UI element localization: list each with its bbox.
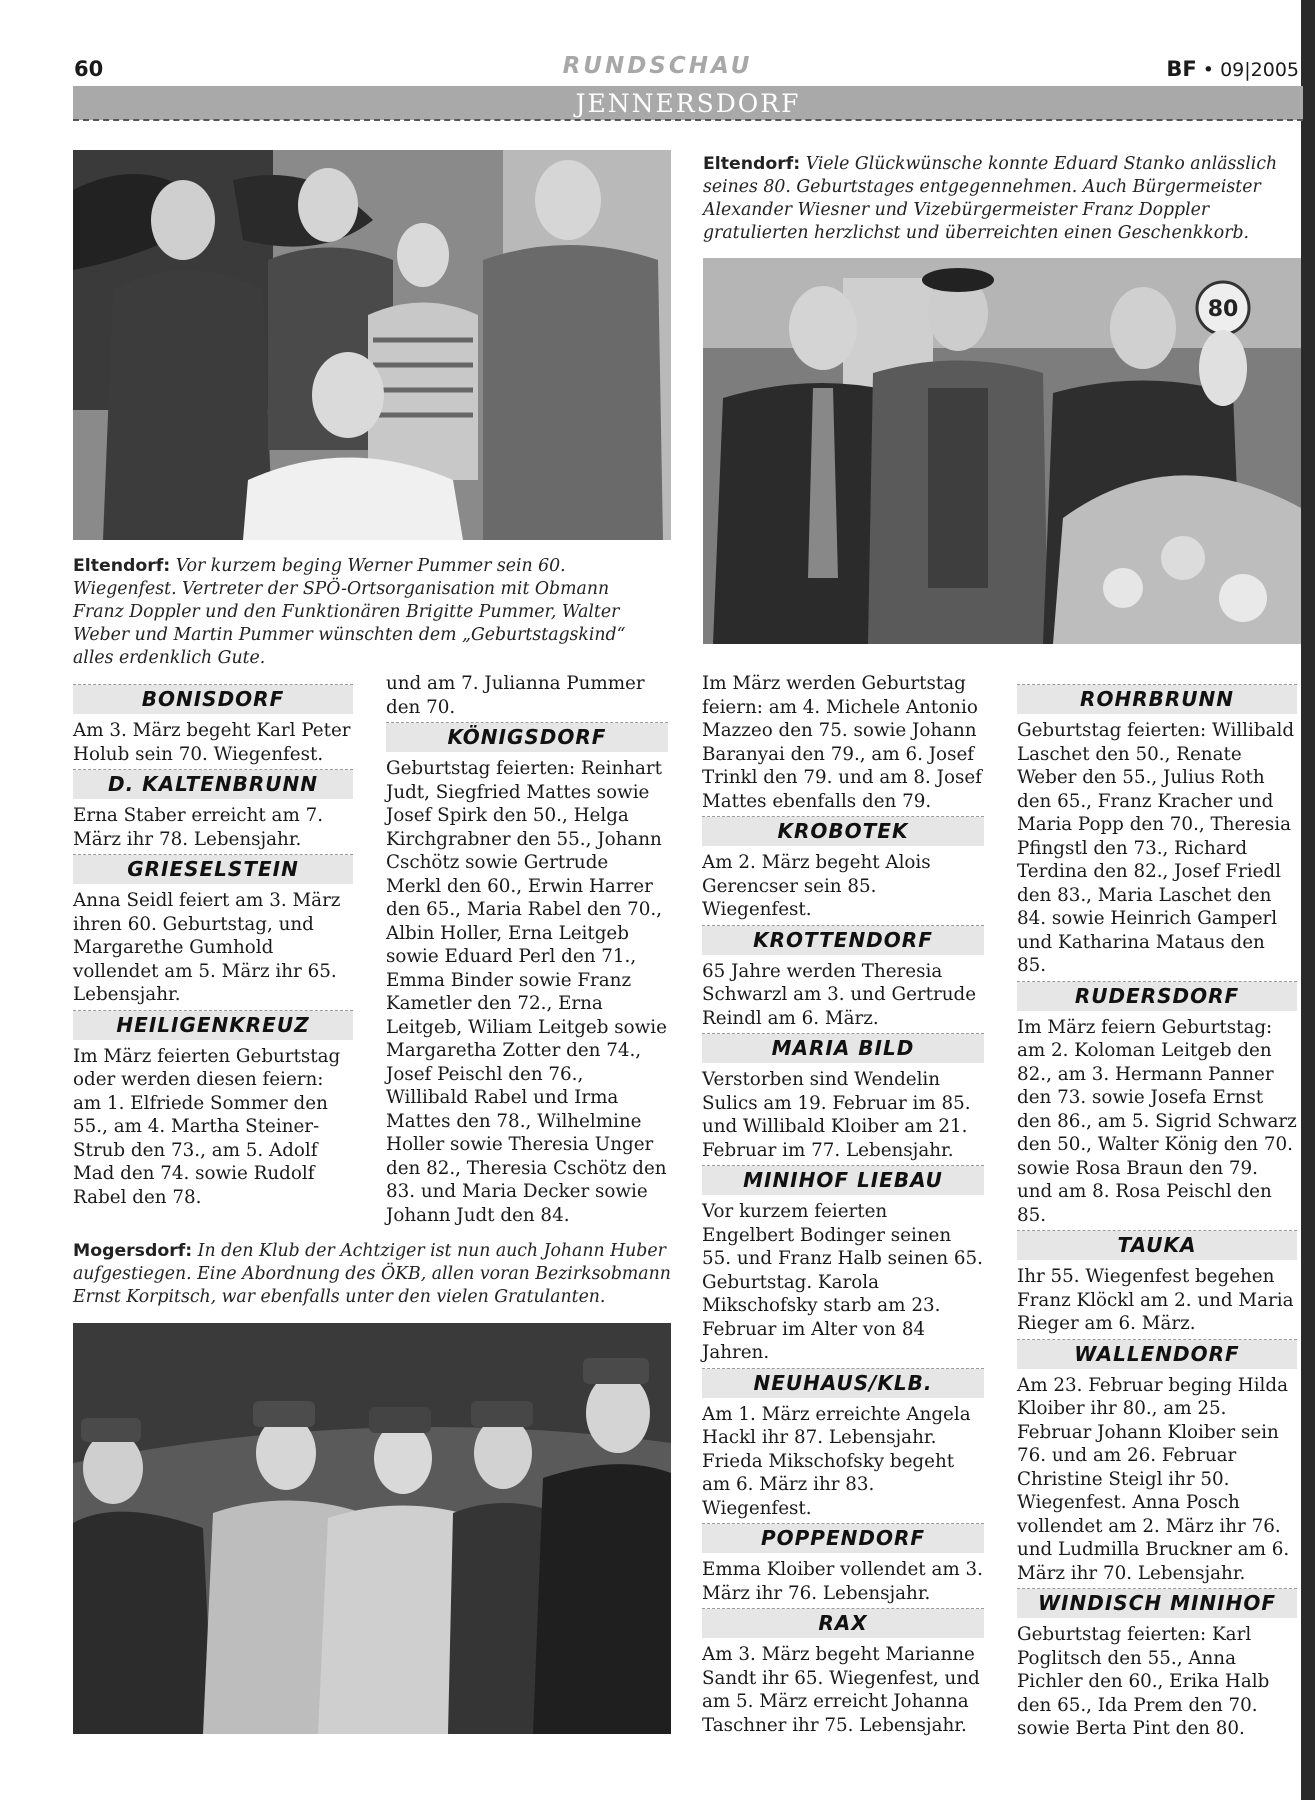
- column-1: [73, 681, 353, 1209]
- section-krottendorf: [702, 925, 984, 1031]
- caption-place: Eltendorf:: [703, 154, 801, 174]
- issue-info: [1166, 57, 1299, 81]
- section-title: RAX: [702, 1609, 984, 1638]
- caption-top-left: [73, 555, 663, 670]
- section-header: [73, 854, 353, 886]
- section-header: [702, 1368, 984, 1400]
- caption-place: Eltendorf:: [73, 556, 171, 576]
- section-tauka: [1017, 1230, 1297, 1336]
- section-text: Am 1. März erreichte Angela Hackl ihr 87. Lebensjahr. Frieda Mikschofsky begeht am 6. März ihr 83. Wiegenfest.: [702, 1403, 971, 1519]
- section-title: TAUKA: [1017, 1231, 1297, 1260]
- section-title: NEUHAUS/KLB.: [702, 1369, 984, 1398]
- magazine-title: RUNDSCHAU: [562, 53, 753, 79]
- section-maria-bild: [702, 1033, 984, 1162]
- section-poppendorf: [702, 1523, 984, 1605]
- section-text: Am 3. März begeht Karl Peter Holub sein 70. Wiegenfest.: [73, 720, 351, 765]
- section-text: Emma Kloiber vollendet am 3. März ihr 76. Lebensjahr.: [702, 1559, 983, 1604]
- section-text: Verstorben sind Wendelin Sulics am 19. Februar im 85. und Willibald Kloiber am 21. Februar im 77. Lebensjahr.: [702, 1069, 971, 1161]
- column-3: [702, 672, 984, 1737]
- section-header: [702, 925, 984, 957]
- section-header: [73, 769, 353, 801]
- section-header: [702, 1608, 984, 1640]
- section-rohrbrunn: [1017, 684, 1297, 978]
- section-title: BONISDORF: [73, 685, 353, 714]
- section-text: Ihr 55. Wiegenfest begehen Franz Klöckl am 2. und Maria Rieger am 6. März.: [1017, 1266, 1294, 1334]
- section-header: [386, 722, 668, 754]
- column-2: [386, 672, 668, 1227]
- section-header: [1017, 981, 1297, 1013]
- issue-number: 09|2005: [1220, 59, 1299, 81]
- region-title: JENNERSDORF: [575, 89, 801, 118]
- section-windisch-minihof: [1017, 1588, 1297, 1741]
- caption-text: Vor kurzem beging Werner Pummer sein 60. Wiegenfest. Vertreter der SPÖ-Ortsorganisation mit Obmann Franz Doppler und den Funktionären Brigitte Pummer, Walter Weber und Martin Pummer wünschten dem „Geburtstagskind“ alles erdenklich Gute.: [73, 556, 626, 668]
- section-text: Anna Seidl feiert am 3. März ihren 60. Geburtstag, und Margarethe Gumhold vollendet am 5. März ihr 65. Lebensjahr.: [73, 890, 341, 1005]
- section-bonisdorf: [73, 684, 353, 766]
- caption-top-right: [703, 153, 1303, 245]
- section-header: [702, 1523, 984, 1555]
- section-text: Im März feierten Geburtstag oder werden diesen feiern: am 1. Elfriede Sommer den 55., am 4. Martha Steiner-Strub den 73., am 5. Adolf Mad den 74. sowie Rudolf Rabel den 78.: [73, 1045, 341, 1208]
- section-header: [1017, 1339, 1297, 1371]
- section-text: Am 23. Februar beging Hilda Kloiber ihr 80., am 25. Februar Johann Kloiber sein 76. und am 26. Februar Christine Steigl ihr 50. Wiegenfest. Anna Posch vollendet am 2. März ihr 76. und Ludmilla Bruckner am 6. März ihr 70. Lebensjahr.: [1017, 1374, 1290, 1584]
- section-text: Im März feiern Geburtstag: am 2. Koloman Leitgeb den 82., am 3. Hermann Panner den 73. sowie Josefa Ernst den 86., am 5. Sigrid Schwarz den 50., Walter König den 70. sowie Rosa Braun den 79. und am 8. Rosa Peischl den 85.: [1017, 1016, 1297, 1226]
- section-title: RUDERSDORF: [1017, 982, 1297, 1011]
- section-title: GRIESELSTEIN: [73, 855, 353, 884]
- section-title: WALLENDORF: [1017, 1340, 1297, 1369]
- section-minihof-liebau: [702, 1165, 984, 1365]
- section-title: D. KALTENBRUNN: [73, 770, 353, 799]
- section-text: 65 Jahre werden Theresia Schwarzl am 3. und Gertrude Reindl am 6. März.: [702, 960, 977, 1029]
- section-text: Geburtstag feierten: Karl Poglitsch den 55., Anna Pichler den 60., Erika Halb den 65., Ida Prem den 70. sowie Berta Pint den 80.: [1017, 1624, 1270, 1739]
- section-header: [73, 684, 353, 716]
- section-text: Erna Staber erreicht am 7. März ihr 78. Lebensjahr.: [73, 805, 324, 850]
- section-rax: [702, 1608, 984, 1737]
- photo-eltendorf-group: [73, 150, 671, 540]
- section-title: KROBOTEK: [702, 817, 984, 846]
- birthday-photo-icon: [703, 258, 1301, 644]
- region-banner: [73, 86, 1303, 120]
- photo-mogersdorf-group: [73, 1323, 671, 1734]
- section-neuhaus-klb: [702, 1368, 984, 1521]
- section-text-continued: und am 7. Julianna Pummer den 70.: [386, 673, 645, 718]
- section-header: [702, 816, 984, 848]
- section-header: [73, 1010, 353, 1042]
- edition-label: BF: [1166, 57, 1197, 81]
- section-header: [1017, 684, 1297, 716]
- caption-place: Mogersdorf:: [73, 1241, 193, 1261]
- photo-eltendorf-birthday: [703, 258, 1301, 644]
- section-header: [1017, 1588, 1297, 1620]
- caption-bottom-left: [73, 1240, 673, 1309]
- section-krobotek: [702, 816, 984, 922]
- section-title: ROHRBRUNN: [1017, 685, 1297, 714]
- binding-edge: [1301, 0, 1315, 1800]
- section-title: HEILIGENKREUZ: [73, 1011, 353, 1040]
- section-title: KÖNIGSDORF: [386, 723, 668, 752]
- section-header: [1017, 1230, 1297, 1262]
- section-text: Am 2. März begeht Alois Gerencser sein 85. Wiegenfest.: [702, 852, 931, 920]
- page-number: 60: [74, 57, 104, 81]
- section-wallendorf: [1017, 1339, 1297, 1586]
- section-text: Am 3. März begeht Marianne Sandt ihr 65. Wiegenfest, und am 5. März erreicht Johanna Taschner ihr 75. Lebensjahr.: [702, 1644, 980, 1736]
- section-header: [702, 1033, 984, 1065]
- caption-text: In den Klub der Achtziger ist nun auch Johann Huber aufgestiegen. Eine Abordnung des ÖKB, allen voran Bezirksobmann Ernst Korpitsch, war ebenfalls unter den vielen Gratulanten.: [73, 1241, 671, 1307]
- section-text: Geburtstag feierten: Willibald Laschet den 50., Renate Weber den 55., Julius Roth den 65., Franz Kracher und Maria Popp den 70., Theresia Pfingstl den 73., Richard Terdina den 82., Josef Friedl den 83., Maria Laschet den 84. sowie Heinrich Gamperl und Katharina Mataus den 85.: [1017, 720, 1295, 976]
- veterans-photo-icon: [73, 1323, 671, 1734]
- section-koenigsdorf: [386, 722, 668, 1227]
- section-rudersdorf: [1017, 981, 1297, 1228]
- section-header: [702, 1165, 984, 1197]
- caption-text: Viele Glückwünsche konnte Eduard Stanko anlässlich seines 80. Geburtstages entgegennehmen. Auch Bürgermeister Alexander Wiesner und Vizebürgermeister Franz Doppler gratulierten herzlichst und überreichten einen Geschenkkorb.: [703, 154, 1278, 243]
- section-title: POPPENDORF: [702, 1524, 984, 1553]
- section-text: Geburtstag feierten: Reinhart Judt, Siegfried Mattes sowie Josef Spirk den 50., Helga Kirchgrabner den 55., Johann Cschötz sowie Gertrude Merkl den 60., Erwin Harrer den 65., Maria Rabel den 70., Albin Holler, Erna Leitgeb sowie Eduard Perl den 71., Emma Binder sowie Franz Kametler den 72., Erna Leitgeb, Wiliam Leitgeb sowie Margaretha Zotter den 74., Josef Peischl den 76., Willibald Rabel und Irma Mattes den 78., Wilhelmine Holler sowie Theresia Unger den 82., Theresia Cschötz den 83. und Maria Decker sowie Johann Judt den 84.: [386, 758, 667, 1226]
- badge-80: 80: [1207, 297, 1239, 322]
- column-4: [1017, 681, 1297, 1741]
- section-d-kaltenbrunn: [73, 769, 353, 851]
- banner-divider: [73, 119, 1303, 121]
- section-title: MARIA BILD: [702, 1034, 984, 1063]
- section-title: MINIHOF LIEBAU: [702, 1166, 984, 1195]
- section-text-continued: Im März werden Geburtstag feiern: am 4. Michele Antonio Mazzeo den 75. sowie Johann Baranyai den 79., am 6. Josef Trinkl den 79. und am 8. Josef Mattes ebenfalls den 79.: [702, 673, 982, 812]
- section-text: Vor kurzem feierten Engelbert Bodinger seinen 55. und Franz Halb seinen 65. Geburtstag. Karola Mikschofsky starb am 23. Februar im Alter von 84 Jahren.: [702, 1201, 983, 1363]
- issue-separator: •: [1202, 59, 1215, 81]
- section-grieselstein: [73, 854, 353, 1007]
- section-title: WINDISCH MINIHOF: [1017, 1589, 1297, 1618]
- section-title: KROTTENDORF: [702, 926, 984, 955]
- group-photo-icon: [73, 150, 671, 540]
- section-heiligenkreuz: [73, 1010, 353, 1210]
